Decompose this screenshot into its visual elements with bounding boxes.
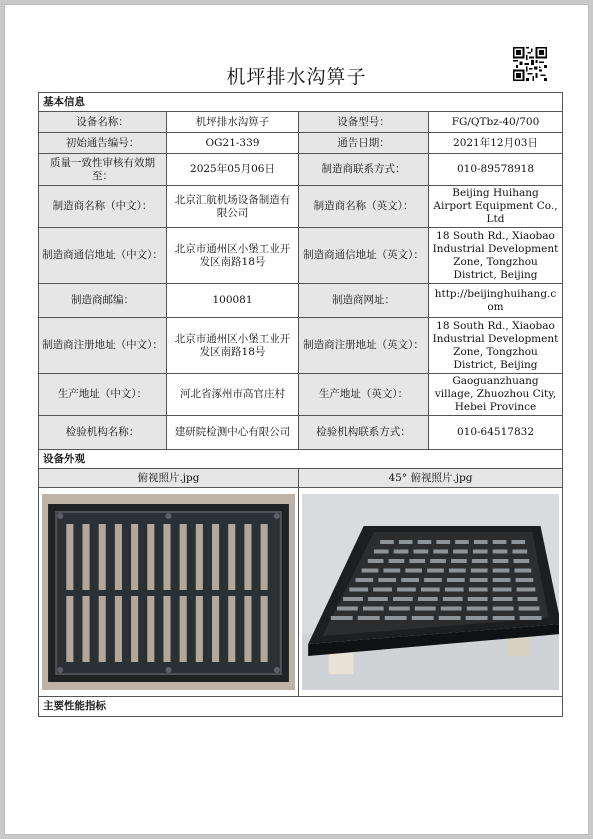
- mfr-name-cn-value: 北京汇航机场设备制造有限公司: [167, 186, 299, 228]
- mfr-reg-cn-value: 北京市通州区小堡工业开发区南路18号: [167, 318, 299, 374]
- inspect-contact-value: 010-64517832: [429, 416, 563, 450]
- inspect-contact-label: 检验机构联系方式：: [299, 416, 429, 450]
- inspect-org-label: 检验机构名称：: [39, 416, 167, 450]
- section-basic-info: 基本信息: [39, 93, 563, 112]
- inspect-org-value: 建研院检测中心有限公司: [167, 416, 299, 450]
- document-title: 机坪排水沟箅子: [226, 66, 367, 88]
- mfr-contact-label: 制造商联系方式：: [299, 154, 429, 186]
- prod-addr-cn-label: 生产地址（中文）：: [39, 374, 167, 416]
- photo-angle-caption: 45° 俯视照片.jpg: [299, 469, 563, 488]
- document-page: [4, 4, 589, 835]
- prod-addr-cn-value: 河北省涿州市高官庄村: [167, 374, 299, 416]
- mfr-name-en-label: 制造商名称（英文）：: [299, 186, 429, 228]
- section-appearance: 设备外观: [39, 450, 563, 469]
- mfr-reg-en-value: 18 South Rd., Xiaobao Industrial Development Zone, Tongzhou District, Beijing: [429, 318, 563, 374]
- photo-angle-cell: [299, 488, 563, 697]
- initial-notice-value: OG21-339: [167, 133, 299, 154]
- mfr-website-label: 制造商网址：: [299, 284, 429, 318]
- mfr-addr-en-value: 18 South Rd., Xiaobao Industrial Development Zone, Tongzhou District, Beijing: [429, 228, 563, 284]
- quality-valid-label: 质量一致性审核有效期至：: [39, 154, 167, 186]
- mfr-postcode-value: 100081: [167, 284, 299, 318]
- mfr-addr-en-label: 制造商通信地址（英文）：: [299, 228, 429, 284]
- mfr-website-value: http://beijinghuihang.com: [429, 284, 563, 318]
- mfr-addr-cn-value: 北京市通州区小堡工业开发区南路18号: [167, 228, 299, 284]
- mfr-postcode-label: 制造商邮编：: [39, 284, 167, 318]
- mfr-reg-cn-label: 制造商注册地址（中文）：: [39, 318, 167, 374]
- mfr-name-en-value: Beijing Huihang Airport Equipment Co., Ltd: [429, 186, 563, 228]
- photo-top-cell: [39, 488, 299, 697]
- device-name-label: 设备名称：: [39, 112, 167, 133]
- prod-addr-en-label: 生产地址（英文）：: [299, 374, 429, 416]
- top-view-photo: [42, 494, 295, 690]
- info-table: [38, 92, 563, 717]
- mfr-addr-cn-label: 制造商通信地址（中文）：: [39, 228, 167, 284]
- prod-addr-en-value: Gaoguanzhuang village, Zhuozhou City, Hebei Province: [429, 374, 563, 416]
- mfr-reg-en-label: 制造商注册地址（英文）：: [299, 318, 429, 374]
- quality-valid-value: 2025年05月06日: [167, 154, 299, 186]
- photo-top-caption: 俯视照片.jpg: [39, 469, 299, 488]
- initial-notice-label: 初始通告编号：: [39, 133, 167, 154]
- section-performance: 主要性能指标: [39, 697, 563, 717]
- device-model-value: FG/QTbz-40/700: [429, 112, 563, 133]
- device-name-value: 机坪排水沟箅子: [167, 112, 299, 133]
- device-model-label: 设备型号：: [299, 112, 429, 133]
- mfr-contact-value: 010-89578918: [429, 154, 563, 186]
- notice-date-value: 2021年12月03日: [429, 133, 563, 154]
- mfr-name-cn-label: 制造商名称（中文）：: [39, 186, 167, 228]
- angle-view-photo: [302, 494, 559, 690]
- notice-date-label: 通告日期：: [299, 133, 429, 154]
